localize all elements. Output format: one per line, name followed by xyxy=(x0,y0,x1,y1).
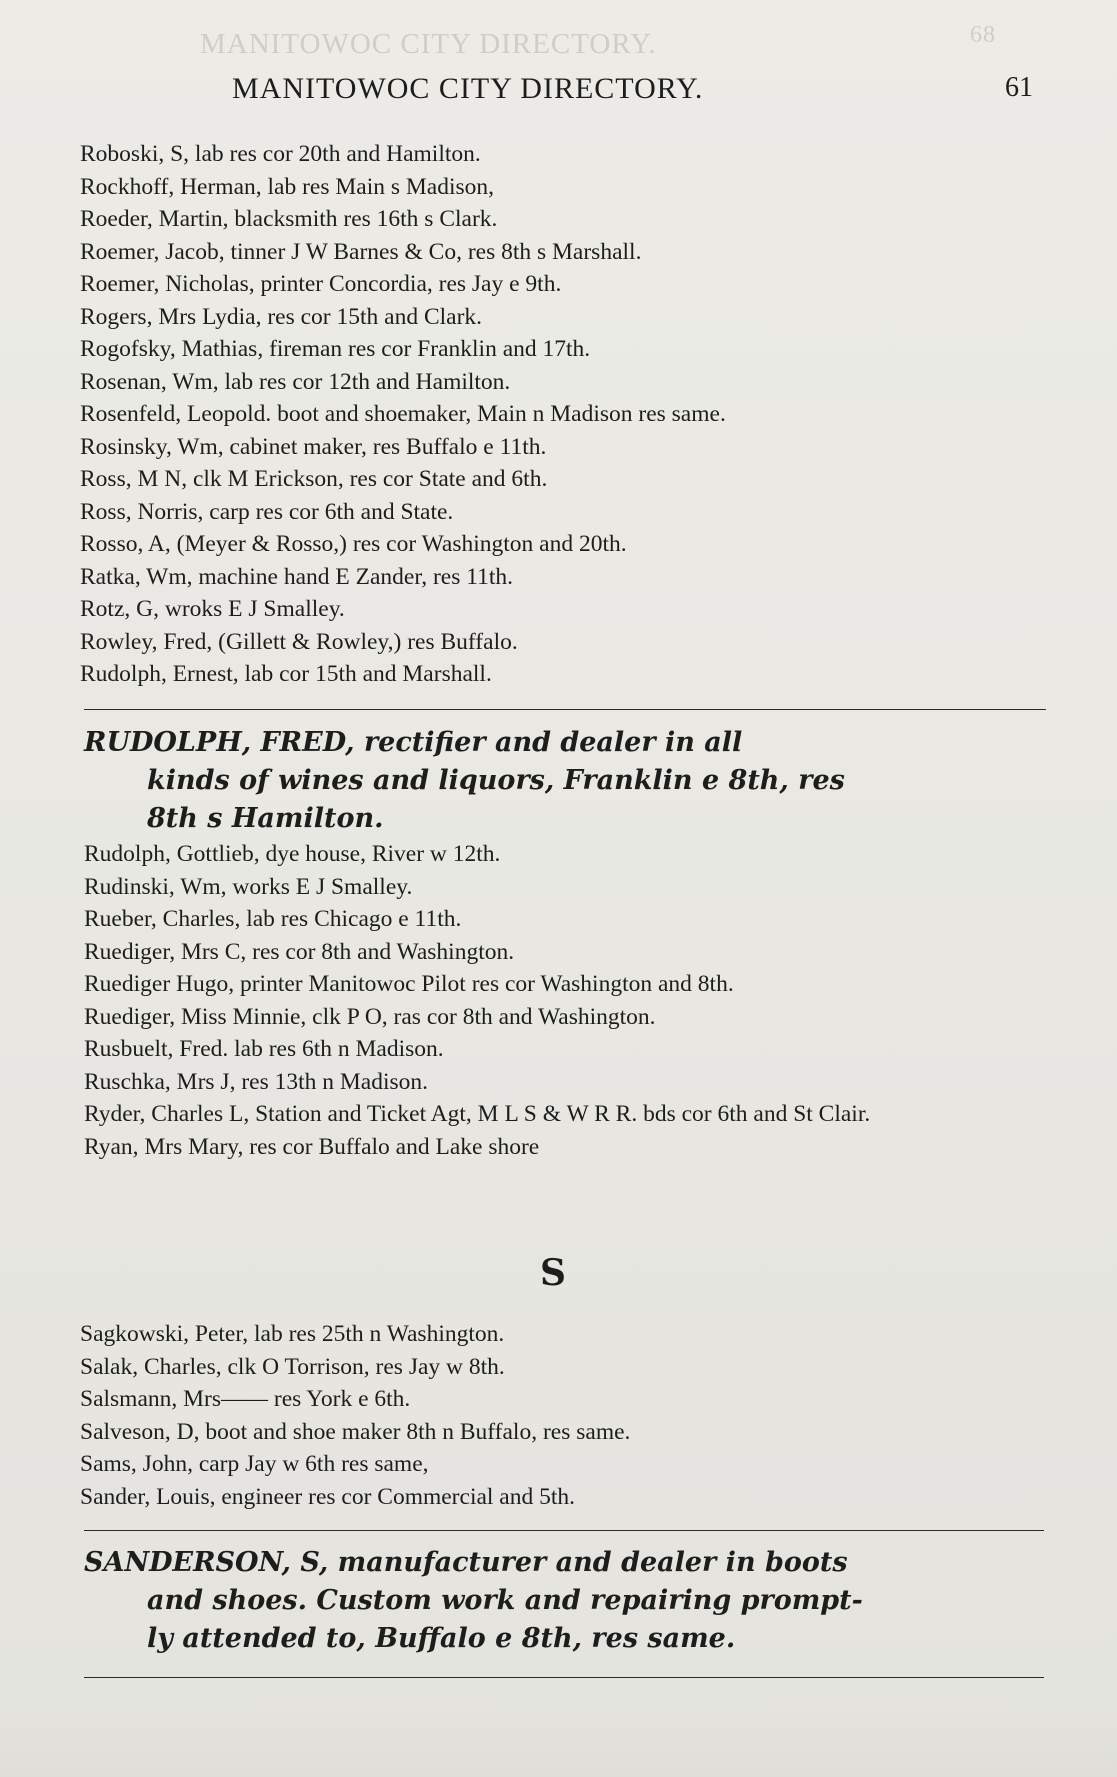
directory-entries-r-second xyxy=(84,838,1064,1163)
divider-rule xyxy=(84,709,1046,710)
ad-line: kinds of wines and liquors, Franklin e 8th, res xyxy=(147,765,845,796)
directory-entry: Salveson, D, boot and shoe maker 8th n Buffalo, res same. xyxy=(80,1418,631,1445)
directory-entry: Salsmann, Mrs—— res York e 6th. xyxy=(80,1386,411,1412)
directory-entry: Rueber, Charles, lab res Chicago e 11th. xyxy=(84,906,462,932)
advertisement-sanderson xyxy=(84,1544,1046,1658)
directory-entry: Ruediger, Miss Minnie, clk P O, ras cor 8th and Washington. xyxy=(84,1003,656,1030)
directory-entry: Rusbuelt, Fred. lab res 6th n Madison. xyxy=(84,1036,444,1062)
directory-entry: Rosenan, Wm, lab res cor 12th and Hamilton. xyxy=(80,368,511,395)
bleed-through-page-number: 68 xyxy=(970,22,996,48)
advertisement-rudolph xyxy=(84,724,1046,838)
directory-entry: Salak, Charles, clk O Torrison, res Jay w 8th. xyxy=(80,1353,505,1380)
directory-entry: Ryan, Mrs Mary, res cor Buffalo and Lake shore xyxy=(84,1133,540,1160)
directory-entry: Sagkowski, Peter, lab res 25th n Washington. xyxy=(80,1321,505,1347)
ad-line: SANDERSON, S, manufacturer and dealer in boots xyxy=(84,1547,848,1578)
directory-entry: Ross, Norris, carp res cor 6th and State. xyxy=(80,498,454,525)
directory-entry: Roemer, Nicholas, printer Concordia, res Jay e 9th. xyxy=(80,271,562,297)
directory-entry: Ruediger Hugo, printer Manitowoc Pilot res cor Washington and 8th. xyxy=(84,971,734,997)
page-number: 61 xyxy=(1005,72,1033,103)
directory-entry: Roemer, Jacob, tinner J W Barnes & Co, res 8th s Marshall. xyxy=(80,238,642,265)
directory-entry: Sams, John, carp Jay w 6th res same, xyxy=(80,1451,429,1477)
directory-entry: Sander, Louis, engineer res cor Commercial and 5th. xyxy=(80,1483,576,1510)
running-header: MANITOWOC CITY DIRECTORY. xyxy=(232,72,704,105)
directory-entry: Rockhoff, Herman, lab res Main s Madison, xyxy=(80,173,495,200)
section-letter-heading: S xyxy=(540,1252,566,1294)
directory-entry: Rosinsky, Wm, cabinet maker, res Buffalo e 11th. xyxy=(80,433,547,460)
ad-line: 8th s Hamilton. xyxy=(147,803,384,834)
directory-entry: Rogers, Mrs Lydia, res cor 15th and Clark. xyxy=(80,303,483,330)
directory-entry: Roboski, S, lab res cor 20th and Hamilton. xyxy=(80,141,481,167)
ad-line: ly attended to, Buffalo e 8th, res same. xyxy=(147,1623,736,1654)
directory-entries-r-first xyxy=(80,138,1060,691)
directory-entry: Rudinski, Wm, works E J Smalley. xyxy=(84,873,413,900)
ad-line: RUDOLPH, FRED, rectifier and dealer in all xyxy=(84,727,743,758)
directory-entry: Roeder, Martin, blacksmith res 16th s Clark. xyxy=(80,206,498,232)
directory-entry: Ryder, Charles L, Station and Ticket Agt, M L S & W R R. bds cor 6th and St Clair. xyxy=(84,1101,871,1127)
divider-rule xyxy=(84,1677,1044,1678)
directory-entry: Rotz, G, wroks E J Smalley. xyxy=(80,596,345,622)
directory-entry: Ruschka, Mrs J, res 13th n Madison. xyxy=(84,1068,428,1095)
directory-entry: Ratka, Wm, machine hand E Zander, res 11th. xyxy=(80,563,514,590)
directory-entries-s xyxy=(80,1318,1060,1513)
directory-entry: Ruediger, Mrs C, res cor 8th and Washington. xyxy=(84,938,515,965)
page-bottom-shading xyxy=(0,1700,1117,1777)
bleed-through-title: MANITOWOC CITY DIRECTORY. xyxy=(200,28,657,60)
directory-entry: Rudolph, Gottlieb, dye house, River w 12th. xyxy=(84,841,501,867)
ad-line: and shoes. Custom work and repairing prompt- xyxy=(147,1585,863,1616)
directory-entry: Rosso, A, (Meyer & Rosso,) res cor Washington and 20th. xyxy=(80,531,627,557)
directory-entry: Rogofsky, Mathias, fireman res cor Franklin and 17th. xyxy=(80,336,591,362)
directory-entry: Rudolph, Ernest, lab cor 15th and Marshall. xyxy=(80,661,492,687)
directory-entry: Rowley, Fred, (Gillett & Rowley,) res Buffalo. xyxy=(80,628,518,655)
divider-rule xyxy=(84,1530,1044,1531)
directory-entry: Rosenfeld, Leopold. boot and shoemaker, Main n Madison res same. xyxy=(80,401,726,427)
directory-entry: Ross, M N, clk M Erickson, res cor State and 6th. xyxy=(80,466,548,492)
